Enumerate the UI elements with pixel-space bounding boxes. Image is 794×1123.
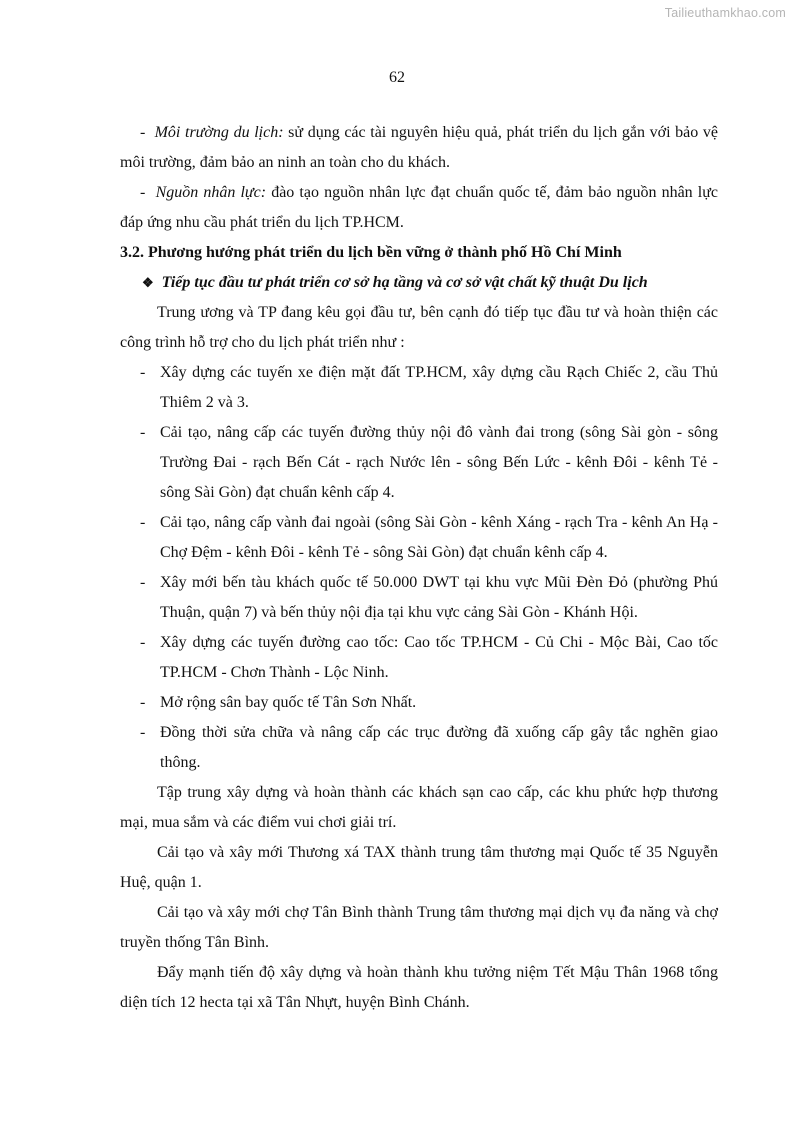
section-heading: 3.2. Phương hướng phát triển du lịch bền vững ở thành phố Hồ Chí Minh (120, 244, 622, 261)
intro-item-environment (120, 118, 718, 178)
list-item (120, 628, 718, 688)
watermark-text: Tailieuthamkhao.com (664, 6, 786, 20)
intro-item-text: đào tạo nguồn nhân lực đạt chuẩn quốc tế, đảm bảo nguồn nhân lực đáp ứng nhu cầu phát triển du lịch TP.HCM. (120, 184, 719, 231)
list-item (120, 568, 718, 628)
list-item-text: Xây mới bến tàu khách quốc tế 50.000 DWT tại khu vực Mũi Đèn Đỏ (phường Phú Thuận, quận 7) và bến thủy nội địa tại khu vực cảng Sài Gòn - Khánh Hội. (160, 574, 718, 621)
body-paragraph: Đẩy mạnh tiến độ xây dựng và hoàn thành khu tưởng niệm Tết Mậu Thân 1968 tổng diện tích 12 hecta tại xã Tân Nhựt, huyện Bình Chánh. (120, 964, 718, 1011)
list-item-text: Cải tạo, nâng cấp vành đai ngoài (sông Sài Gòn - kênh Xáng - rạch Tra - kênh An Hạ - Chợ Đệm - kênh Đôi - kênh Tẻ - sông Sài Gòn) đạt chuẩn kênh cấp 4. (160, 514, 718, 561)
intro-item-label: Môi trường du lịch: (154, 124, 284, 141)
lead-paragraph: Trung ương và TP đang kêu gọi đầu tư, bên cạnh đó tiếp tục đầu tư và hoàn thiện các công trình hỗ trợ cho du lịch phát triển như : (120, 304, 718, 351)
list-item-text: Xây dựng các tuyến đường cao tốc: Cao tốc TP.HCM - Củ Chi - Mộc Bài, Cao tốc TP.HCM - Chơn Thành - Lộc Ninh. (160, 634, 718, 681)
bullet-dash: - (140, 424, 146, 441)
intro-item-label: Nguồn nhân lực: (155, 184, 267, 201)
bullet-dash: - (140, 514, 146, 531)
bullet-dash: - (140, 694, 146, 711)
list-item-text: Mở rộng sân bay quốc tế Tân Sơn Nhất. (160, 694, 417, 711)
list-item-text: Đồng thời sửa chữa và nâng cấp các trục đường đã xuống cấp gây tắc nghẽn giao thông. (160, 724, 718, 771)
bullet-dash: - (140, 364, 146, 381)
intro-item-text: sử dụng các tài nguyên hiệu quả, phát triển du lịch gắn với bảo vệ môi trường, đảm bảo an ninh an toàn cho du khách. (120, 124, 719, 171)
list-item (120, 688, 718, 718)
body-paragraph: Cải tạo và xây mới chợ Tân Bình thành Trung tâm thương mại dịch vụ đa năng và chợ truyền thống Tân Bình. (120, 904, 718, 951)
list-item (120, 508, 718, 568)
intro-dash: - (140, 124, 146, 141)
list-item (120, 358, 718, 418)
body-paragraph: Tập trung xây dựng và hoàn thành các khách sạn cao cấp, các khu phức hợp thương mại, mua sắm và các điểm vui chơi giải trí. (120, 784, 718, 831)
intro-item-human-resources (120, 178, 718, 238)
list-item-text: Cải tạo, nâng cấp các tuyến đường thủy nội đô vành đai trong (sông Sài gòn - sông Trường Đai - rạch Bến Cát - rạch Nước lên - sông Bến Lức - kênh Đôi - kênh Tẻ - sông Sài Gòn) đạt chuẩn kênh cấp 4. (160, 424, 718, 501)
subsection-heading (120, 268, 718, 298)
bullet-dash: - (140, 724, 146, 741)
list-item (120, 718, 718, 778)
diamond-bullet-icon: ❖ (142, 275, 154, 290)
body-paragraph: Cải tạo và xây mới Thương xá TAX thành trung tâm thương mại Quốc tế 35 Nguyễn Huệ, quận 1. (120, 844, 718, 891)
intro-dash: - (140, 184, 146, 201)
list-item (120, 418, 718, 508)
list-item-text: Xây dựng các tuyến xe điện mặt đất TP.HCM, xây dựng cầu Rạch Chiếc 2, cầu Thủ Thiêm 2 và 3. (160, 364, 718, 411)
subsection-heading-text: Tiếp tục đầu tư phát triển cơ sở hạ tầng và cơ sở vật chất kỹ thuật Du lịch (161, 274, 648, 291)
bullet-dash: - (140, 574, 146, 591)
page-number: 62 (389, 69, 405, 86)
document-body (120, 118, 718, 1018)
bullet-dash: - (140, 634, 146, 651)
